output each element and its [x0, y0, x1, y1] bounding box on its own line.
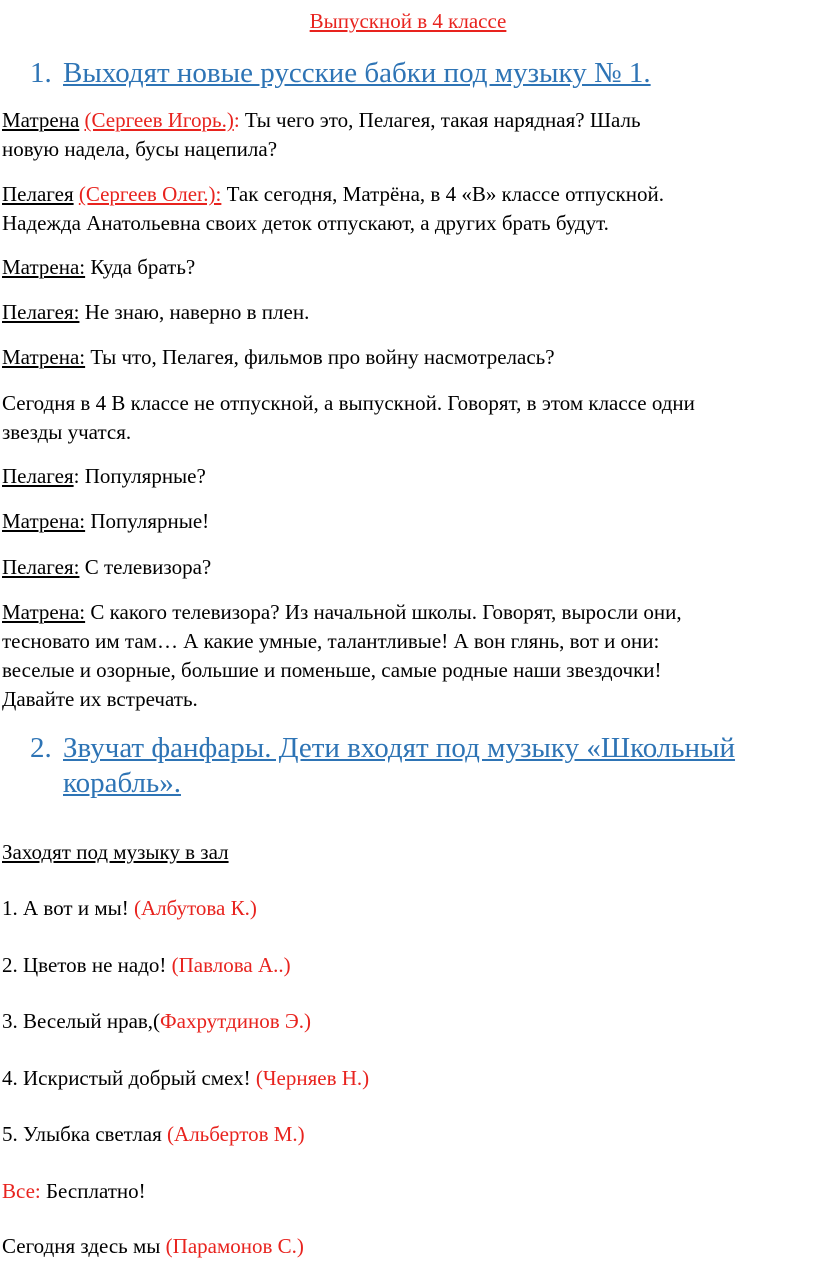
actor-name: (Албутова К.): [133, 896, 257, 920]
recitation-text: 1. А вот и мы!: [2, 896, 129, 920]
dialog-text-cont: веселые и озорные, большие и поменьше, самые родные наши звездочки!: [2, 658, 662, 682]
speaker-label: Матрена:: [2, 345, 86, 369]
dialog-line-matrena-3: [2, 343, 814, 372]
entry-note: Заходят под музыку в зал: [2, 840, 229, 864]
dialog-text: Ты что, Пелагея, фильмов про войну насмотрелась?: [90, 345, 555, 369]
last-line-text: Сегодня здесь мы: [2, 1234, 161, 1258]
recitation-line-2: [2, 951, 814, 980]
recitation-text: 3. Веселый нрав,(: [2, 1009, 161, 1033]
speaker-label: Пелагея:: [2, 555, 80, 579]
dialog-line-pelageya-3: [2, 462, 814, 491]
dialog-line-matrena-4: [2, 507, 814, 536]
speaker-label: Матрена:: [2, 509, 86, 533]
all-line-text: Бесплатно!: [46, 1179, 146, 1203]
actor-name: (Альбертов М.): [167, 1122, 305, 1146]
recitation-text: 4. Искристый добрый смех!: [2, 1066, 251, 1090]
heading-2-number: 2.: [30, 732, 52, 764]
dialog-text: Куда брать?: [90, 255, 196, 279]
heading-1-text: Выходят новые русские бабки под музыку № 1.: [63, 57, 651, 89]
document-title: Выпускной в 4 классе: [309, 9, 507, 33]
heading-2-text: Звучат фанфары. Дети входят под музыку «Школьный: [63, 732, 736, 764]
speaker-label: Матрена:: [2, 600, 86, 624]
speaker-label: Матрена:: [2, 255, 86, 279]
recitation-line-5: [2, 1120, 814, 1149]
all-line: [2, 1177, 814, 1206]
dialog-text: Ты чего это, Пелагея, такая нарядная? Шаль: [244, 108, 641, 132]
actor-name: Фахрутдинов Э.): [160, 1009, 312, 1033]
actor-name: (Сергеев Игорь.): [84, 108, 234, 132]
dialog-line-pelageya-1: [2, 180, 814, 238]
dialog-line-matrena-2: [2, 253, 814, 282]
dialog-text-cont: тесновато им там… А какие умные, талантливые! А вон глянь, вот и они:: [2, 629, 660, 653]
recitation-line-4: [2, 1064, 814, 1093]
dialog-text: Так сегодня, Матрёна, в 4 «В» классе отпускной.: [226, 182, 664, 206]
speaker-label-all: Все:: [2, 1179, 41, 1203]
dialog-line-pelageya-4: [2, 553, 814, 582]
dialog-line-matrena-1: [2, 106, 814, 164]
speaker-colon: :: [233, 108, 240, 132]
last-line: [2, 1232, 814, 1261]
dialog-text: С какого телевизора? Из начальной школы. Говорят, выросли они,: [90, 600, 682, 624]
dialog-text: Не знаю, наверно в плен.: [84, 300, 310, 324]
actor-name: (Парамонов С.): [165, 1234, 304, 1258]
recitation-line-1: [2, 894, 814, 923]
dialog-text: Популярные?: [84, 464, 206, 488]
dialog-text: С телевизора?: [84, 555, 212, 579]
actor-name: (Сергеев Олег.):: [78, 182, 222, 206]
dialog-paragraph: [2, 389, 814, 447]
heading-2-text-cont: корабль».: [63, 767, 181, 799]
dialog-line-matrena-5: [2, 598, 814, 714]
speaker-label: Пелагея:: [2, 300, 80, 324]
speaker-colon: :: [73, 464, 80, 488]
heading-2: [30, 731, 810, 801]
heading-1: [30, 56, 810, 90]
dialog-text-cont: Надежда Анатольевна своих деток отпускают, а других брать будут.: [2, 211, 609, 235]
recitation-line-3: [2, 1007, 814, 1036]
speaker-label: Пелагея: [2, 182, 74, 206]
dialog-line-pelageya-2: [2, 298, 814, 327]
dialog-text-cont: Давайте их встречать.: [2, 687, 198, 711]
dialog-text: Популярные!: [90, 509, 210, 533]
paragraph-text-cont: звезды учатся.: [2, 420, 132, 444]
recitation-text: 5. Улыбка светлая: [2, 1122, 162, 1146]
speaker-label: Пелагея: [2, 464, 74, 488]
dialog-text-cont: новую надела, бусы нацепила?: [2, 137, 278, 161]
paragraph-text: Сегодня в 4 В классе не отпускной, а выпускной. Говорят, в этом классе одни: [2, 391, 695, 415]
actor-name: (Павлова А..): [171, 953, 291, 977]
heading-1-number: 1.: [30, 57, 52, 89]
recitation-text: 2. Цветов не надо!: [2, 953, 167, 977]
speaker-label: Матрена: [2, 108, 80, 132]
actor-name: (Черняев Н.): [255, 1066, 370, 1090]
